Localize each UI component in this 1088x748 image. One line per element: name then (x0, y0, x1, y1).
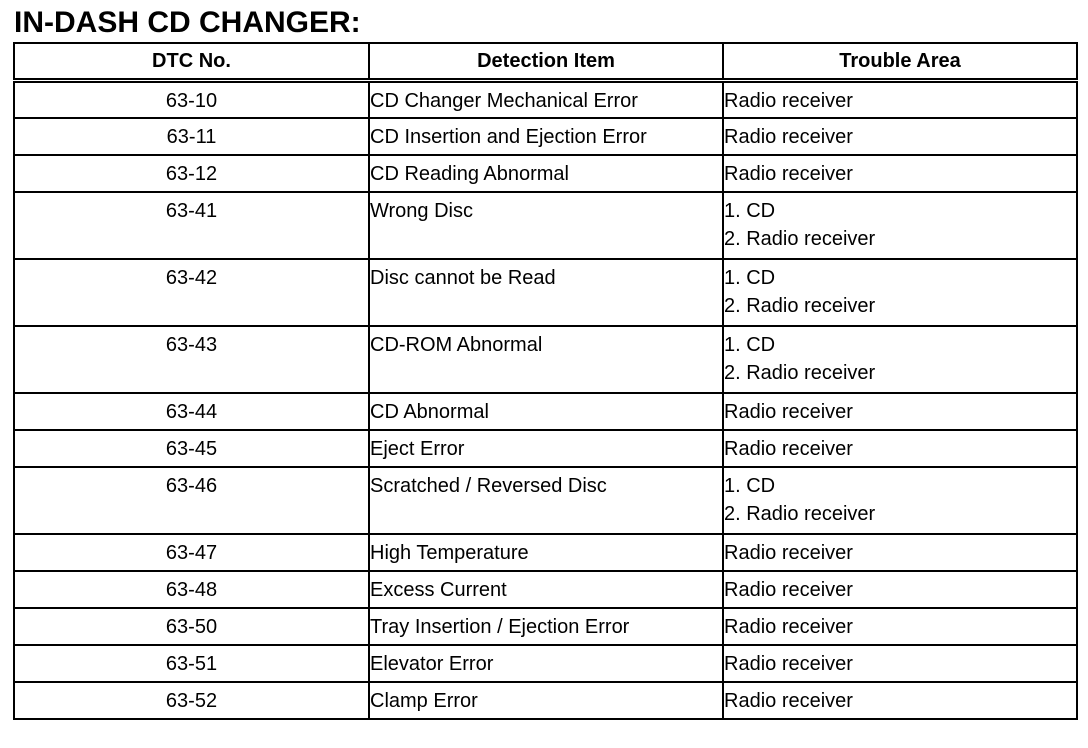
table-header-row (14, 43, 1077, 81)
dtc-code-cell: 63-44 (14, 393, 369, 430)
dtc-code-cell: 63-48 (14, 571, 369, 608)
trouble-area-cell (723, 192, 1077, 259)
detection-item-cell: CD Abnormal (369, 393, 723, 430)
table-body (14, 81, 1077, 719)
trouble-area-line: Radio receiver (724, 652, 853, 675)
table-row (14, 81, 1077, 118)
trouble-area-cell (723, 155, 1077, 192)
trouble-area-line: 2. Radio receiver (724, 361, 876, 384)
trouble-area-cell (723, 608, 1077, 645)
trouble-area-cell (723, 571, 1077, 608)
trouble-area-cell (723, 467, 1077, 534)
detection-item-cell: CD Reading Abnormal (369, 155, 723, 192)
detection-item-cell: CD Insertion and Ejection Error (369, 118, 723, 155)
trouble-area-line: Radio receiver (724, 400, 853, 423)
table-row (14, 467, 1077, 534)
trouble-area-cell (723, 645, 1077, 682)
table-row (14, 430, 1077, 467)
dtc-code-cell: 63-45 (14, 430, 369, 467)
header-detection-item: Detection Item (369, 43, 723, 81)
trouble-area-line: Radio receiver (724, 90, 853, 112)
trouble-area-cell (723, 682, 1077, 719)
trouble-area-cell (723, 430, 1077, 467)
detection-item-cell: Clamp Error (369, 682, 723, 719)
trouble-area-line: 1. CD (724, 474, 776, 497)
trouble-area-line: 1. CD (724, 333, 776, 356)
dtc-code-cell: 63-43 (14, 326, 369, 393)
trouble-area-line: 1. CD (724, 266, 776, 289)
table-row (14, 192, 1077, 259)
detection-item-cell: Tray Insertion / Ejection Error (369, 608, 723, 645)
trouble-area-cell (723, 326, 1077, 393)
detection-item-cell: Excess Current (369, 571, 723, 608)
trouble-area-line: Radio receiver (724, 162, 853, 185)
dtc-code-cell: 63-41 (14, 192, 369, 259)
table-row (14, 645, 1077, 682)
dtc-code-cell: 63-52 (14, 682, 369, 719)
detection-item-cell: Eject Error (369, 430, 723, 467)
table-row (14, 118, 1077, 155)
trouble-area-line: Radio receiver (724, 689, 853, 712)
table-row (14, 259, 1077, 326)
trouble-area-line: Radio receiver (724, 615, 853, 638)
detection-item-cell: Elevator Error (369, 645, 723, 682)
trouble-area-line: 2. Radio receiver (724, 227, 876, 250)
dtc-table (13, 42, 1078, 720)
trouble-area-cell (723, 534, 1077, 571)
trouble-area-cell (723, 393, 1077, 430)
table-row (14, 571, 1077, 608)
table-row (14, 534, 1077, 571)
trouble-area-line: Radio receiver (724, 437, 853, 460)
trouble-area-line: 2. Radio receiver (724, 294, 876, 317)
detection-item-cell: Wrong Disc (369, 192, 723, 259)
table-row (14, 393, 1077, 430)
dtc-code-cell: 63-11 (14, 118, 369, 155)
dtc-code-cell: 63-42 (14, 259, 369, 326)
dtc-code-cell: 63-51 (14, 645, 369, 682)
detection-item-cell: Disc cannot be Read (369, 259, 723, 326)
trouble-area-cell (723, 118, 1077, 155)
trouble-area-cell (723, 81, 1077, 118)
dtc-code-cell: 63-47 (14, 534, 369, 571)
dtc-code-cell: 63-10 (14, 81, 369, 118)
table-row (14, 682, 1077, 719)
trouble-area-cell (723, 259, 1077, 326)
trouble-area-line: Radio receiver (724, 125, 853, 148)
trouble-area-line: Radio receiver (724, 541, 853, 564)
dtc-code-cell: 63-12 (14, 155, 369, 192)
dtc-code-cell: 63-46 (14, 467, 369, 534)
detection-item-cell: Scratched / Reversed Disc (369, 467, 723, 534)
trouble-area-line: Radio receiver (724, 578, 853, 601)
detection-item-cell: High Temperature (369, 534, 723, 571)
detection-item-cell: CD-ROM Abnormal (369, 326, 723, 393)
header-trouble-area: Trouble Area (723, 43, 1077, 81)
detection-item-cell: CD Changer Mechanical Error (369, 81, 723, 118)
trouble-area-line: 2. Radio receiver (724, 502, 876, 525)
header-dtc-no: DTC No. (14, 43, 369, 81)
page-title: IN-DASH CD CHANGER: (14, 6, 361, 39)
table-row (14, 608, 1077, 645)
table-row (14, 326, 1077, 393)
trouble-area-line: 1. CD (724, 199, 776, 222)
dtc-code-cell: 63-50 (14, 608, 369, 645)
table-row (14, 155, 1077, 192)
